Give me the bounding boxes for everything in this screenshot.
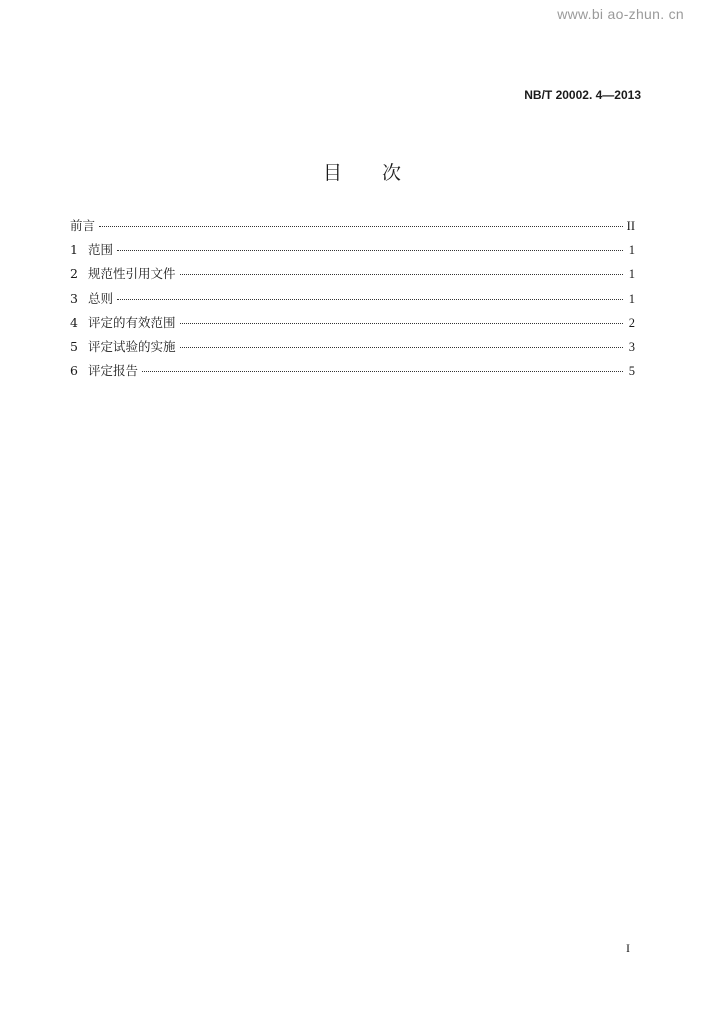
toc-entry-report[interactable]: [70, 363, 635, 387]
toc-entry-page: II: [626, 219, 635, 233]
toc-entry-page: 2: [628, 315, 635, 330]
toc-title: 目次: [322, 162, 441, 184]
toc-entry-page: 1: [628, 267, 635, 282]
toc-list: [70, 218, 635, 387]
toc-entry-page: 1: [628, 291, 635, 306]
toc-entry-label: 规范性引用文件: [88, 266, 176, 282]
toc-entry-number: 6: [70, 363, 78, 379]
toc-entry-label: 评定试验的实施: [88, 338, 176, 354]
toc-dot-leader: [180, 274, 623, 275]
toc-entry-number: 2: [70, 266, 78, 282]
toc-entry-page: 3: [628, 339, 635, 354]
toc-entry-label: 评定的有效范围: [88, 314, 176, 330]
toc-dot-leader: [180, 323, 623, 324]
toc-entry-label: 前言: [70, 218, 96, 233]
toc-entry-page: 5: [628, 364, 635, 379]
document-number: NB/T 20002. 4—2013: [524, 88, 641, 102]
toc-entry-general[interactable]: [70, 291, 635, 315]
page-number: I: [626, 941, 630, 955]
toc-entry-number: 1: [70, 242, 78, 258]
toc-dot-leader: [117, 250, 623, 251]
watermark-url: www.bi ao-zhun. cn: [557, 6, 684, 22]
toc-dot-leader: [142, 371, 623, 372]
toc-dot-leader: [117, 299, 623, 300]
toc-entry-normative-references[interactable]: [70, 266, 635, 290]
toc-entry-number: 5: [70, 338, 78, 354]
toc-entry-number: 4: [70, 314, 78, 330]
toc-dot-leader: [99, 226, 623, 227]
toc-entry-page: 1: [628, 243, 635, 258]
toc-entry-scope[interactable]: [70, 242, 635, 266]
toc-entry-validity-range[interactable]: [70, 315, 635, 339]
toc-entry-label: 总则: [88, 290, 114, 306]
toc-dot-leader: [180, 347, 623, 348]
toc-entry-test-implementation[interactable]: [70, 339, 635, 363]
toc-entry-label: 评定报告: [88, 363, 139, 379]
toc-entry-foreword[interactable]: [70, 218, 635, 242]
toc-entry-number: 3: [70, 290, 78, 306]
toc-entry-label: 范围: [88, 242, 114, 258]
